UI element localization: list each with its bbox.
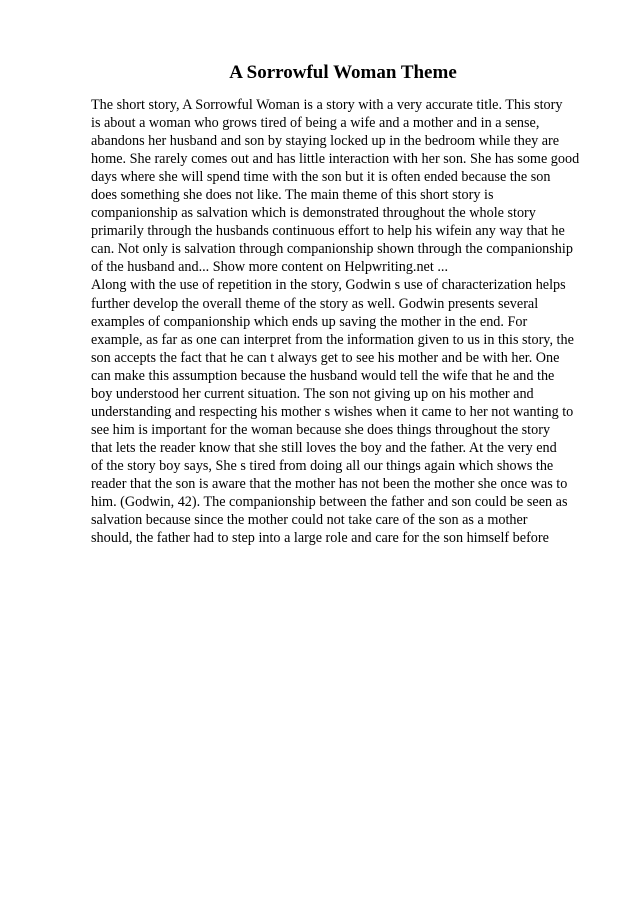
text-line: is about a woman who grows tired of being a wife and a mother and in a sense, — [91, 115, 540, 132]
text-line: that lets the reader know that she still loves the boy and the father. At the very end — [91, 439, 557, 456]
text-line: understanding and respecting his mother s wishes when it came to her not wanting to — [91, 403, 574, 420]
text-line: does something she does not like. The main theme of this short story is — [91, 187, 494, 204]
text-line: further develop the overall theme of the story as well. Godwin presents several — [91, 295, 539, 312]
text-line: home. She rarely comes out and has little interaction with her son. She has some good — [91, 151, 580, 168]
text-line: see him is important for the woman because she does things throughout the story — [91, 421, 551, 438]
text-line: reader that the son is aware that the mother has not been the mother she once was to — [91, 475, 568, 492]
text-line: example, as far as one can interpret from the information given to us in this story, the — [91, 331, 574, 348]
text-line: primarily through the husbands continuous effort to help his wifein any way that he — [91, 223, 565, 240]
text-line: of the story boy says, She s tired from doing all our things again which shows the — [91, 457, 554, 474]
text-line: boy understood her current situation. The son not giving up on his mother and — [91, 385, 534, 402]
text-line: Along with the use of repetition in the story, Godwin s use of characterization helps — [91, 277, 566, 294]
text-line: The short story, A Sorrowful Woman is a story with a very accurate title. This story — [91, 97, 563, 113]
text-line: can. Not only is salvation through companionship shown through the companionship — [91, 241, 573, 258]
text-line: salvation because since the mother could not take care of the son as a mother — [91, 512, 528, 529]
text-line: him. (Godwin, 42). The companionship between the father and son could be seen as — [91, 494, 568, 511]
document-body — [91, 96, 601, 547]
document-title: A Sorrowful Woman Theme — [229, 62, 457, 83]
text-line: son accepts the fact that he can t always get to see his mother and be with her. One — [91, 349, 560, 366]
text-line: abandons her husband and son by staying locked up in the bedroom while they are — [91, 133, 560, 150]
text-line: should, the father had to step into a large role and care for the son himself before — [91, 530, 549, 547]
text-line: of the husband and... Show more content on Helpwriting.net ... — [91, 259, 448, 276]
text-line: days where she will spend time with the son but it is often ended because the son — [91, 169, 551, 186]
text-line: companionship as salvation which is demonstrated throughout the whole story — [91, 205, 536, 222]
text-line: can make this assumption because the husband would tell the wife that he and the — [91, 367, 555, 384]
text-line: examples of companionship which ends up saving the mother in the end. For — [91, 313, 528, 330]
